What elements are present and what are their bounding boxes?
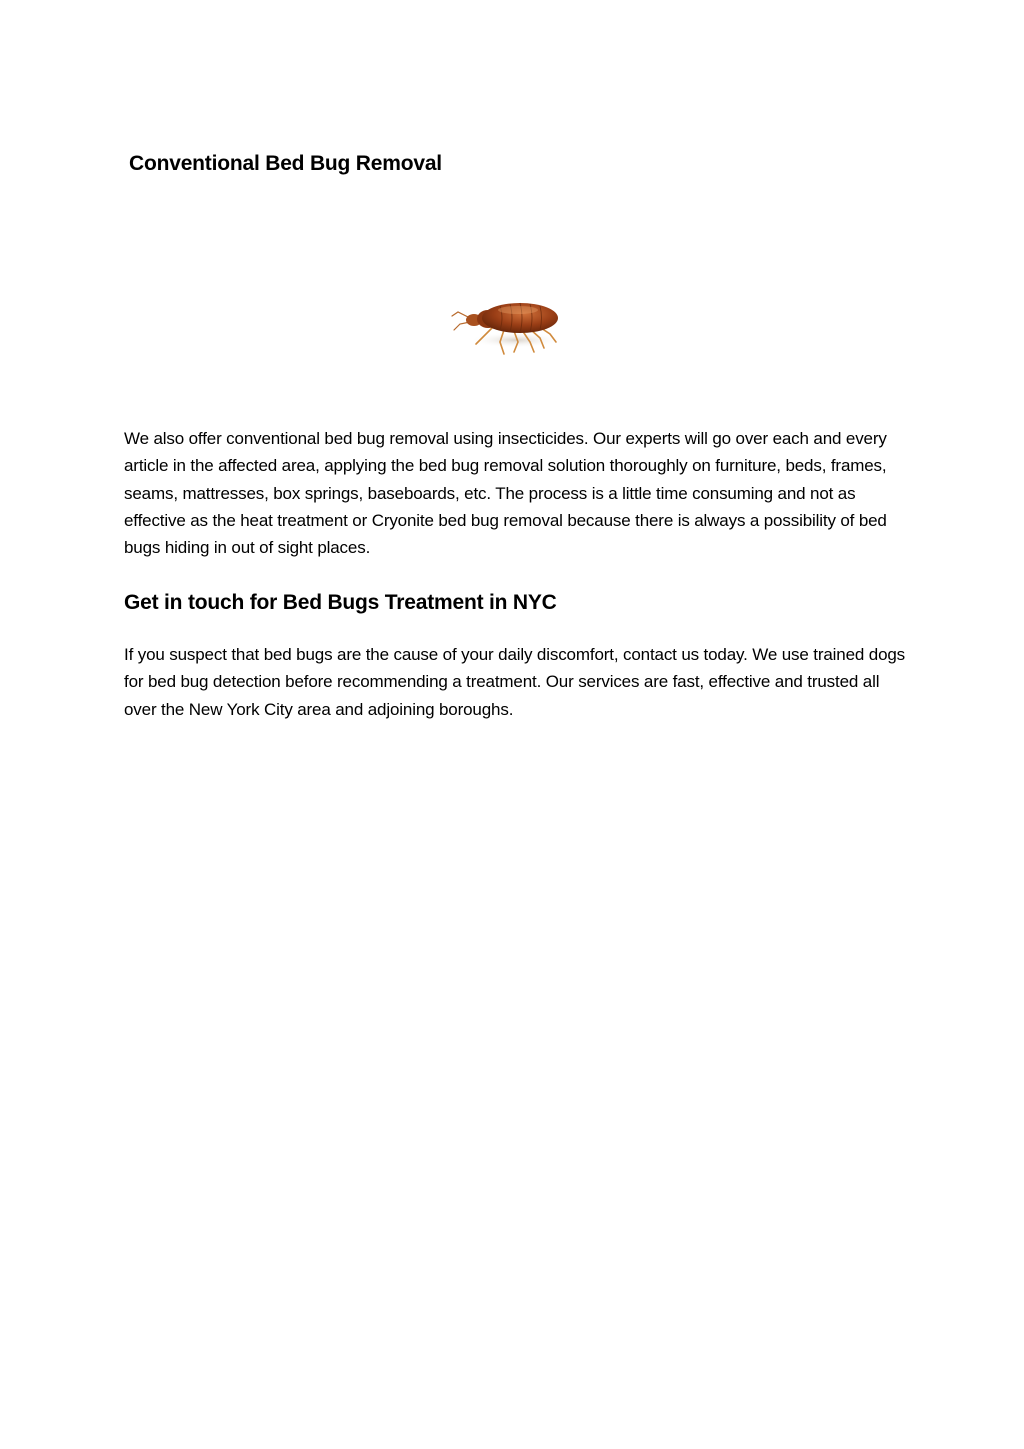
bed-bug-image: [448, 282, 568, 360]
contact-paragraph: If you suspect that bed bugs are the cause of your daily discomfort, contact us today. We use trained dogs for bed bug detection before recommending a treatment. Our services are fast, effective and trusted all over the New York City area and adjoining boroughs.: [124, 645, 906, 719]
bed-bug-icon: [448, 282, 568, 360]
contact-heading: Get in touch for Bed Bugs Treatment in NYC: [124, 591, 557, 614]
section-title: Conventional Bed Bug Removal: [129, 152, 442, 175]
intro-paragraph: We also offer conventional bed bug removal using insecticides. Our experts will go over each and every article in the affected area, applying the bed bug removal solution thoroughly on furniture, beds, frames, seams, mattresses, box springs, baseboards, etc. The process is a little time consuming and not as effective as the heat treatment or Cryonite bed bug removal because there is always a possibility of bed bugs hiding in out of sight places.: [124, 429, 887, 558]
